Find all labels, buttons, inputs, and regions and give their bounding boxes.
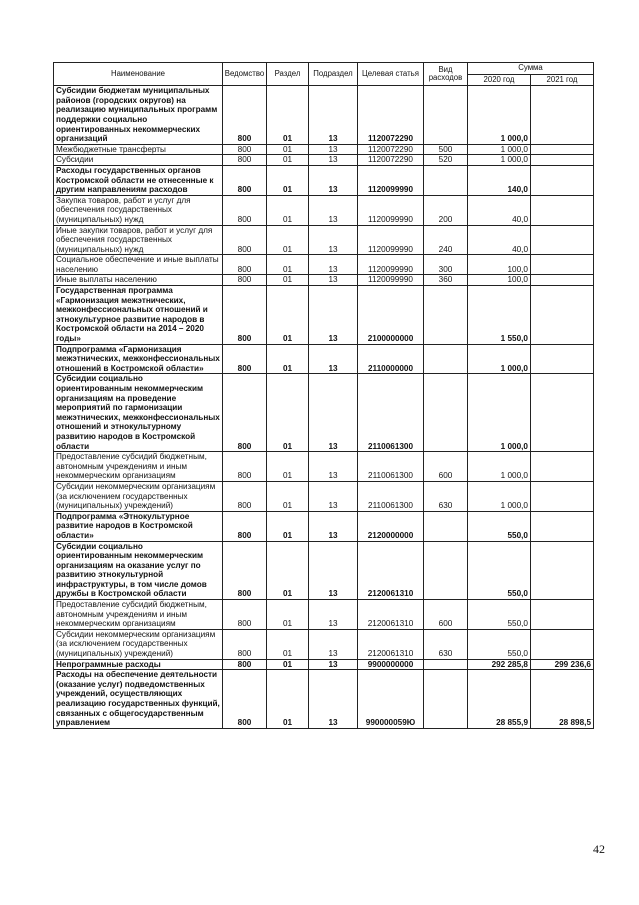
cell-y2020: 1 000,0 [468,344,531,374]
cell-section: 01 [267,144,309,155]
cell-subsection: 13 [309,374,358,452]
cell-name: Непрограммные расходы [54,659,223,670]
cell-dept: 800 [223,511,267,541]
cell-name: Предоставление субсидий бюджетным, автономным учреждениям и иным некоммерческим организациям [54,452,223,482]
cell-target: 2120061310 [358,600,424,630]
cell-subsection: 13 [309,255,358,275]
cell-name: Субсидии социально ориентированным некоммерческим организациям на проведение мероприятий по гармонизации межэтнических, межконфессиональных отношений и этнокультурному развитию народов в Костромской области [54,374,223,452]
cell-target: 2120061310 [358,541,424,600]
cell-y2020: 550,0 [468,541,531,600]
cell-y2021 [531,165,594,195]
cell-y2020: 1 000,0 [468,374,531,452]
cell-y2021: 28 898,5 [531,670,594,729]
cell-section: 01 [267,481,309,511]
cell-name: Иные выплаты населению [54,275,223,286]
cell-y2020: 40,0 [468,225,531,255]
cell-kind: 600 [424,600,468,630]
cell-name: Государственная программа «Гармонизация межэтнических, межконфессиональных отношений и этнокультурное развитие народов в Костромской области на 2014 – 2020 годы» [54,286,223,345]
cell-dept: 800 [223,670,267,729]
cell-kind [424,511,468,541]
cell-name: Иные закупки товаров, работ и услуг для обеспечения государственных (муниципальных) нужд [54,225,223,255]
cell-kind: 200 [424,195,468,225]
cell-y2021 [531,286,594,345]
cell-section: 01 [267,670,309,729]
cell-subsection: 13 [309,155,358,166]
cell-section: 01 [267,195,309,225]
table-row [54,144,594,155]
cell-y2021 [531,225,594,255]
cell-name: Субсидии [54,155,223,166]
cell-section: 01 [267,344,309,374]
cell-name: Субсидии социально ориентированным некоммерческим организациям на оказание услуг по развитию этнокультурной инфраструктуры, в том числе домов дружбы в Костромской области [54,541,223,600]
cell-y2020: 1 000,0 [468,481,531,511]
cell-name: Межбюджетные трансферты [54,144,223,155]
cell-y2020: 140,0 [468,165,531,195]
table-row [54,659,594,670]
cell-y2020: 1 000,0 [468,144,531,155]
cell-kind: 630 [424,629,468,659]
cell-target: 2110061300 [358,481,424,511]
cell-subsection: 13 [309,541,358,600]
cell-name: Субсидии некоммерческим организациям (за исключением государственных (муниципальных) учреждений) [54,629,223,659]
table-row [54,374,594,452]
cell-dept: 800 [223,344,267,374]
cell-dept: 800 [223,659,267,670]
cell-name: Подпрограмма «Этнокультурное развитие народов в Костромской области» [54,511,223,541]
cell-subsection: 13 [309,275,358,286]
cell-kind [424,659,468,670]
cell-y2021: 299 236,6 [531,659,594,670]
cell-subsection: 13 [309,225,358,255]
cell-target: 9900000000 [358,659,424,670]
cell-dept: 800 [223,86,267,145]
cell-subsection: 13 [309,481,358,511]
cell-dept: 800 [223,541,267,600]
cell-name: Расходы на обеспечение деятельности (оказание услуг) подведомственных учреждений, осуществляющих реализацию государственных функций, связанных с общегосударственным управлением [54,670,223,729]
cell-kind: 240 [424,225,468,255]
table-row [54,275,594,286]
cell-y2021 [531,511,594,541]
cell-subsection: 13 [309,286,358,345]
cell-y2020: 550,0 [468,511,531,541]
cell-subsection: 13 [309,659,358,670]
cell-kind [424,86,468,145]
cell-dept: 800 [223,374,267,452]
cell-y2021 [531,541,594,600]
cell-subsection: 13 [309,629,358,659]
header-year-2020: 2020 год [468,74,531,86]
cell-section: 01 [267,275,309,286]
cell-y2020: 1 000,0 [468,86,531,145]
cell-y2021 [531,629,594,659]
page-number: 42 [593,842,605,856]
cell-dept: 800 [223,195,267,225]
cell-dept: 800 [223,481,267,511]
table-row [54,481,594,511]
table-row [54,629,594,659]
cell-name: Субсидии бюджетам муниципальных районов (городских округов) на реализацию муниципальных программ поддержки социально ориентированных некоммерческих организаций [54,86,223,145]
cell-y2020: 40,0 [468,195,531,225]
cell-target: 990000059Ю [358,670,424,729]
cell-kind: 520 [424,155,468,166]
cell-name: Предоставление субсидий бюджетным, автономным учреждениям и иным некоммерческим организациям [54,600,223,630]
table-row [54,511,594,541]
cell-subsection: 13 [309,165,358,195]
cell-kind: 500 [424,144,468,155]
cell-y2021 [531,452,594,482]
table-row [54,452,594,482]
cell-y2020: 28 855,9 [468,670,531,729]
cell-kind: 360 [424,275,468,286]
cell-y2020: 1 000,0 [468,155,531,166]
cell-y2021 [531,86,594,145]
cell-dept: 800 [223,286,267,345]
cell-subsection: 13 [309,452,358,482]
cell-section: 01 [267,165,309,195]
cell-kind [424,165,468,195]
cell-dept: 800 [223,225,267,255]
cell-target: 2120000000 [358,511,424,541]
cell-subsection: 13 [309,344,358,374]
cell-y2021 [531,374,594,452]
cell-name: Подпрограмма «Гармонизация межэтнических, межконфессиональных отношений в Костромской области» [54,344,223,374]
cell-target: 1120099990 [358,195,424,225]
table-row [54,286,594,345]
cell-y2021 [531,481,594,511]
cell-kind [424,670,468,729]
cell-subsection: 13 [309,144,358,155]
cell-kind [424,541,468,600]
cell-section: 01 [267,452,309,482]
cell-kind [424,286,468,345]
cell-dept: 800 [223,165,267,195]
cell-section: 01 [267,374,309,452]
cell-target: 2110000000 [358,344,424,374]
cell-section: 01 [267,155,309,166]
cell-name: Социальное обеспечение и иные выплаты населению [54,255,223,275]
cell-y2021 [531,275,594,286]
header-sum: Сумма [468,63,594,75]
table-row [54,195,594,225]
cell-target: 2110061300 [358,452,424,482]
header-dept: Ведомство [223,63,267,86]
cell-y2021 [531,255,594,275]
header-name: Наименование [54,63,223,86]
cell-y2021 [531,195,594,225]
cell-name: Расходы государственных органов Костромской области не отнесенные к другим направлениям расходов [54,165,223,195]
header-year-2021: 2021 год [531,74,594,86]
cell-target: 1120072290 [358,155,424,166]
header-row [54,63,594,75]
cell-section: 01 [267,541,309,600]
cell-target: 1120099990 [358,225,424,255]
table-row [54,600,594,630]
cell-section: 01 [267,511,309,541]
cell-section: 01 [267,659,309,670]
cell-y2020: 100,0 [468,275,531,286]
cell-dept: 800 [223,629,267,659]
cell-y2020: 292 285,8 [468,659,531,670]
cell-y2020: 550,0 [468,629,531,659]
table-row [54,225,594,255]
table-row [54,155,594,166]
cell-target: 1120072290 [358,86,424,145]
header-target: Целевая статья [358,63,424,86]
cell-dept: 800 [223,155,267,166]
cell-subsection: 13 [309,670,358,729]
cell-section: 01 [267,600,309,630]
cell-dept: 800 [223,452,267,482]
cell-subsection: 13 [309,600,358,630]
cell-y2021 [531,155,594,166]
table-row [54,541,594,600]
cell-subsection: 13 [309,86,358,145]
cell-dept: 800 [223,144,267,155]
cell-y2020: 100,0 [468,255,531,275]
cell-name: Закупка товаров, работ и услуг для обеспечения государственных (муниципальных) нужд [54,195,223,225]
cell-dept: 800 [223,275,267,286]
cell-y2021 [531,344,594,374]
header-kind: Вид расходов [424,63,468,86]
cell-target: 2110061300 [358,374,424,452]
header-subsection: Подраздел [309,63,358,86]
table-row [54,670,594,729]
cell-y2021 [531,600,594,630]
cell-kind: 300 [424,255,468,275]
cell-subsection: 13 [309,511,358,541]
cell-kind [424,344,468,374]
cell-name: Субсидии некоммерческим организациям (за исключением государственных (муниципальных) учреждений) [54,481,223,511]
cell-section: 01 [267,225,309,255]
cell-subsection: 13 [309,195,358,225]
cell-section: 01 [267,629,309,659]
header-section: Раздел [267,63,309,86]
cell-y2020: 550,0 [468,600,531,630]
cell-target: 1120099990 [358,255,424,275]
table-row [54,255,594,275]
cell-section: 01 [267,286,309,345]
cell-target: 2100000000 [358,286,424,345]
cell-target: 1120099990 [358,275,424,286]
cell-dept: 800 [223,600,267,630]
cell-target: 2120061310 [358,629,424,659]
cell-kind [424,374,468,452]
table-row [54,86,594,145]
cell-kind: 600 [424,452,468,482]
cell-y2020: 1 000,0 [468,452,531,482]
cell-y2020: 1 550,0 [468,286,531,345]
cell-kind: 630 [424,481,468,511]
cell-section: 01 [267,86,309,145]
table-row [54,344,594,374]
budget-table [53,62,594,729]
cell-target: 1120072290 [358,144,424,155]
table-body [54,86,594,729]
cell-y2021 [531,144,594,155]
cell-dept: 800 [223,255,267,275]
table-row [54,165,594,195]
cell-target: 1120099990 [358,165,424,195]
cell-section: 01 [267,255,309,275]
